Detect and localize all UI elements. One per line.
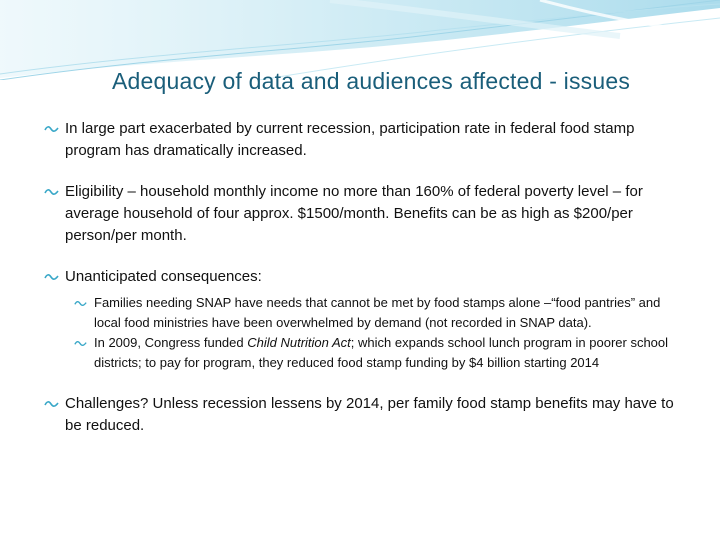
wave-bullet-icon [44, 118, 65, 140]
wave-bullet-icon [74, 333, 94, 353]
bullet-text: Eligibility – household monthly income no more than 160% of federal poverty level – for average household of four approx. $1500/month. Benefits can be as high as $200/per person/per month. [65, 183, 643, 244]
sub-bullet-item [74, 293, 674, 333]
slide-content [44, 118, 674, 456]
bullet-text: Challenges? Unless recession lessens by 2014, per family food stamp benefits may have to be reduced. [65, 395, 674, 434]
bullet-text: Unanticipated consequences: [65, 268, 262, 285]
bullet-item [44, 181, 674, 247]
bullet-item-with-subitems [44, 266, 674, 373]
sub-bullet-text: In 2009, Congress funded Child Nutrition Act; which expands school lunch program in poorer school districts; to pay for program, they reduced food stamp funding by $4 billion starting 2014 [94, 335, 669, 370]
bullet-text: In large part exacerbated by current recession, participation rate in federal food stamp program has dramatically increased. [65, 120, 635, 159]
bullet-item [44, 393, 674, 437]
slide-title: Adequacy of data and audiences affected - issues [111, 68, 631, 94]
wave-bullet-icon [74, 293, 94, 313]
sub-bullet-item [74, 333, 674, 373]
sub-bullet-list [74, 293, 674, 373]
wave-bullet-icon [44, 266, 65, 288]
wave-bullet-icon [44, 181, 65, 203]
bullet-item [44, 118, 674, 162]
wave-bullet-icon [44, 393, 65, 415]
sub-bullet-text: Families needing SNAP have needs that cannot be met by food stamps alone –“food pantries” and local food ministries have been overwhelmed by demand (not recorded in SNAP data). [94, 295, 661, 330]
